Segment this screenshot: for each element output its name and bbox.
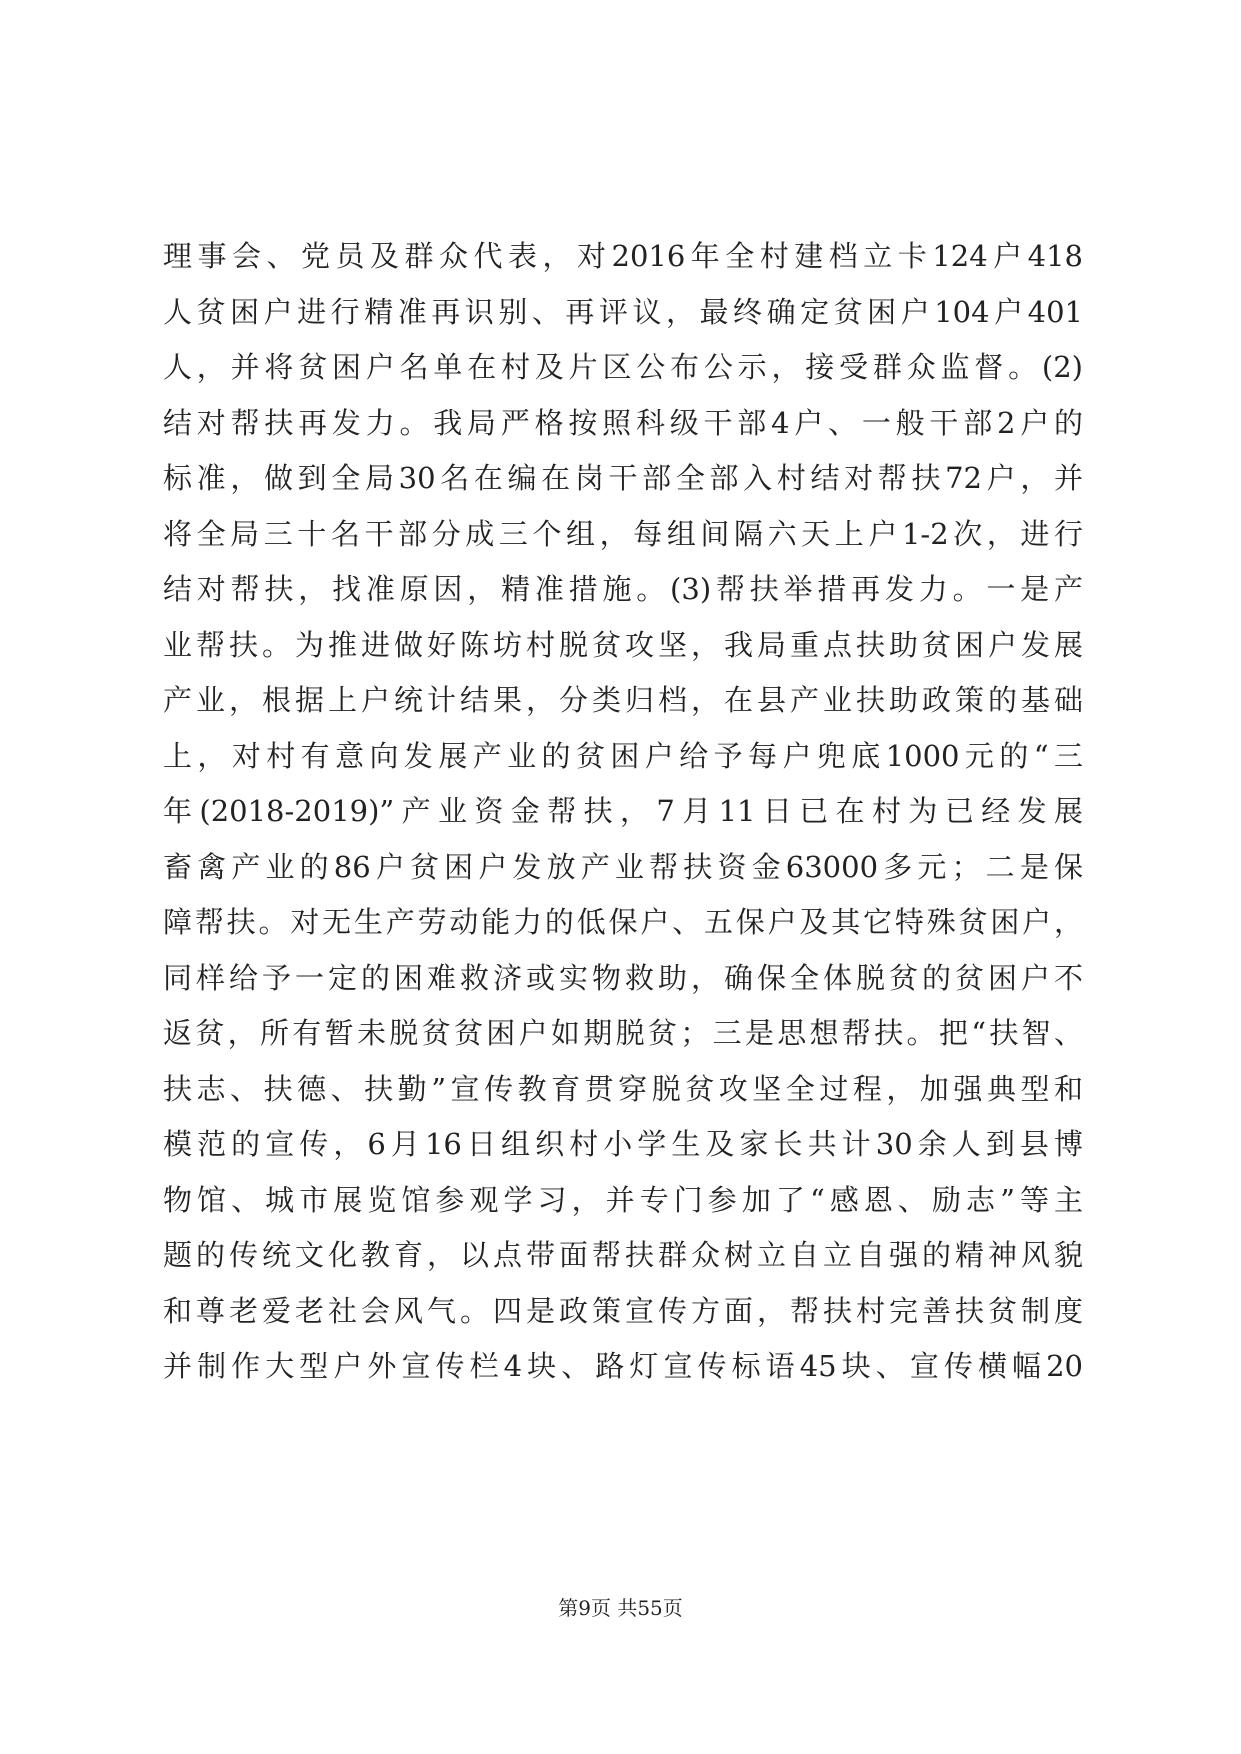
text-line: 题的传统文化教育，以点带面帮扶群众树立自立自强的精神风貌: [163, 1238, 1083, 1272]
page-footer: [0, 1592, 1241, 1621]
text-line: 同样给予一定的困难救济或实物救助，确保全体脱贫的贫困户不: [163, 960, 1083, 995]
text-line: 年(2018-2019)”产业资金帮扶，7月11日已在村为已经发展: [163, 794, 1083, 828]
page-number-label: 第9页 共55页: [558, 1596, 683, 1620]
text-line: 畜禽产业的86户贫困户发放产业帮扶资金63000多元；二是保: [163, 849, 1083, 884]
text-line: 标准，做到全局30名在编在岗干部全部入村结对帮扶72户，并: [163, 461, 1083, 495]
text-line: 结对帮扶，找准原因，精准措施。(3)帮扶举措再发力。一是产: [163, 572, 1083, 606]
text-line: 理事会、党员及群众代表，对2016年全村建档立卡124户418: [163, 239, 1083, 273]
text-line: 将全局三十名干部分成三个组，每组间隔六天上户1-2次，进行: [163, 516, 1083, 551]
text-line: 业帮扶。为推进做好陈坊村脱贫攻坚，我局重点扶助贫困户发展: [163, 627, 1083, 662]
text-line: 障帮扶。对无生产劳动能力的低保户、五保户及其它特殊贫困户，: [163, 905, 1083, 939]
text-line: 和尊老爱老社会风气。四是政策宣传方面，帮扶村完善扶贫制度: [163, 1293, 1083, 1328]
text-line: 返贫，所有暂未脱贫贫困户如期脱贫；三是思想帮扶。把“扶智、: [163, 1016, 1083, 1050]
text-line: 扶志、扶德、扶勤”宣传教育贯穿脱贫攻坚全过程，加强典型和: [163, 1071, 1083, 1106]
text-line: 人，并将贫困户名单在村及片区公布公示，接受群众监督。(2): [163, 350, 1083, 384]
text-line: 人贫困户进行精准再识别、再评议，最终确定贫困户104户401: [163, 294, 1083, 329]
text-line: 并制作大型户外宣传栏4块、路灯宣传标语45块、宣传横幅20: [163, 1349, 1083, 1383]
text-line: 物馆、城市展览馆参观学习，并专门参加了“感恩、励志”等主: [163, 1182, 1083, 1217]
text-line: 上，对村有意向发展产业的贫困户给予每户兜底1000元的“三: [163, 738, 1083, 773]
text-line: 产业，根据上户统计结果，分类归档，在县产业扶助政策的基础: [163, 683, 1083, 717]
text-line: 模范的宣传，6月16日组织村小学生及家长共计30余人到县博: [163, 1127, 1083, 1161]
text-line: 结对帮扶再发力。我局严格按照科级干部4户、一般干部2户的: [163, 405, 1083, 440]
body-text: [163, 229, 1083, 1395]
